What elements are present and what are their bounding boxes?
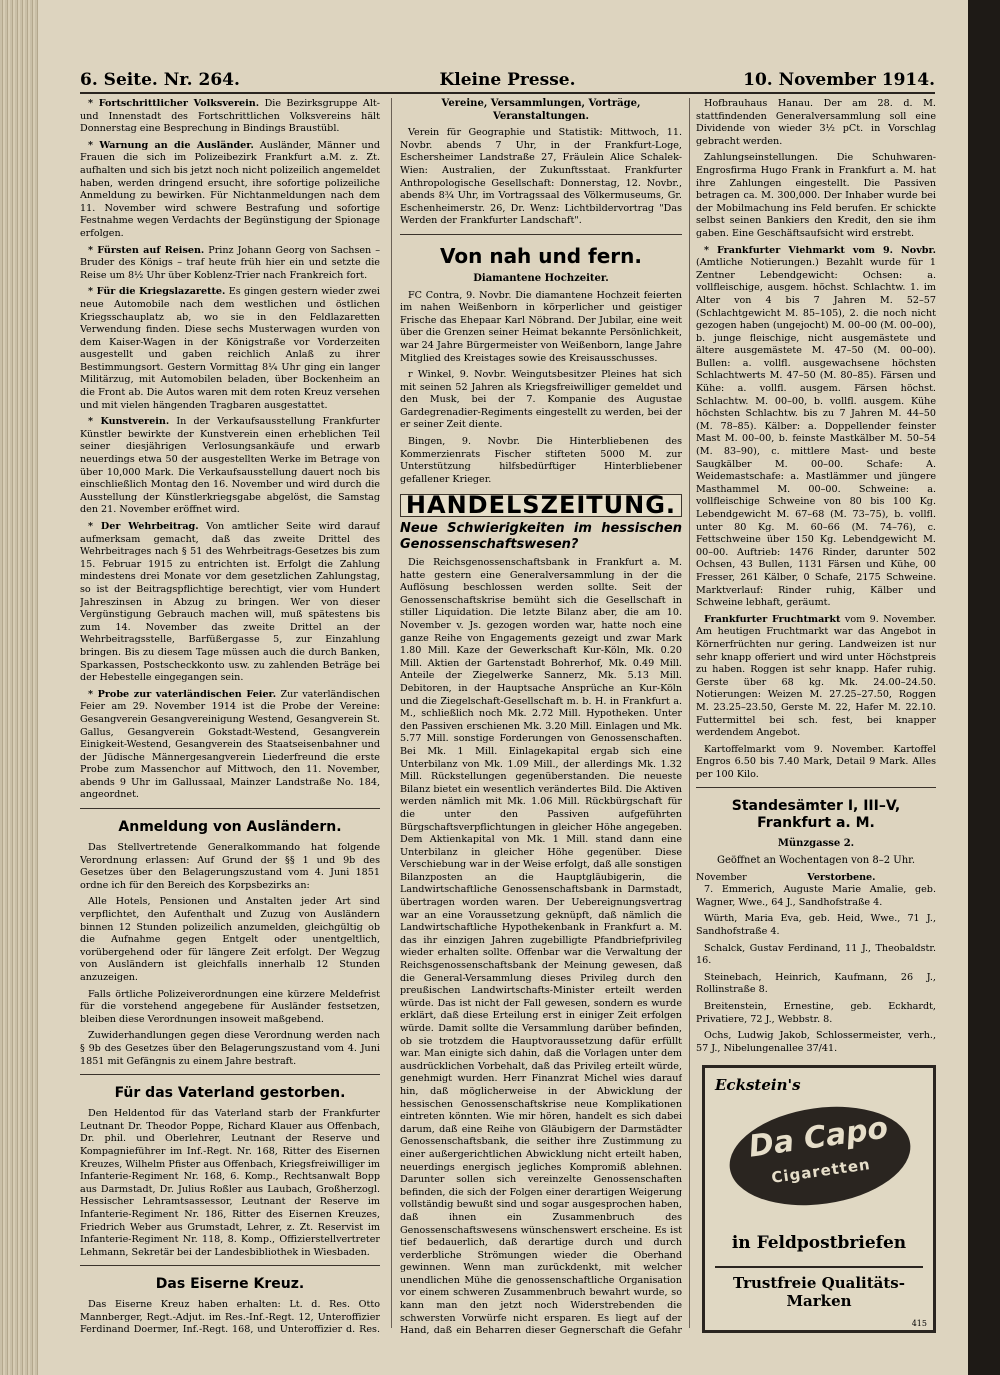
viehmarkt-title: * Frankfurter Viehmarkt vom 9. Novbr.: [704, 244, 936, 256]
news-item: [80, 689, 380, 802]
news-item-title: * Probe zur vaterländischen Feier.: [88, 688, 277, 700]
news-item-text: Prinz Johann Georg von Sachsen – Bruder des Königs – traf heute früh hier ein und setzte die Reise um 8½ Uhr über Koblenz-Trier nach Frankreich fort.: [80, 244, 380, 281]
kreuz-paragraph: Das Eiserne Kreuz haben erhalten: Lt. d. Res. Otto Mannberger, Regt.-Adjut. im Res.-Inf.-Regt. 12, Unteroffizier Ferdinand Doermer, Inf.-Regt. 168, und Unteroffizier d. Res.: [80, 1299, 380, 1336]
genossen-heading: Neue Schwierigkeiten im hessischen Genossenschaftswesen?: [400, 521, 682, 553]
kartoffelmarkt-paragraph: Kartoffelmarkt vom 9. November. Kartoffel Engros 6.50 bis 7.40 Mark, Detail 9 Mark. Alles per 100 Kilo.: [696, 743, 936, 780]
vaterland-paragraph: Den Heldentod für das Vaterland starb der Frankfurter Leutnant Dr. Theodor Poppe, Richard Klauer aus Offenbach, Dr. phil. und Oberlehrer, Leutnant der Reserve und Kompagnieführer im Inf.-Regt. Nr. 168, Ritter des Eisernen Kreuzes, Wilhelm Pfister aus Offenbach, Kriegsfreiwilliger im Infanterie-Regiment Nr. 168, 6. Komp., Rechtsanwalt Bopp aus Darmstadt, Dr. Julius Roßler aus Laubach, Großherzogl. Hessischer Lehramtsassessor, Leutnant der Reserve im Infanterie-Regiment Nr. 186, Ritter des Eisernen Kreuzes, Friedrich Weber aus Grumstadt, Lehrer, z. Zt. Reservist im Infanterie-Regiment Nr. 118, 8. Komp., Offizierstellvertreter Lehmann, Sekretär bei der Landesbibliothek in Wiesbaden.: [80, 1108, 380, 1258]
section-rule: [80, 808, 380, 809]
ad-brand: Eckstein's: [715, 1076, 801, 1094]
standesamt-heading: Standesämter I, III–V, Frankfurt a. M.: [731, 798, 901, 832]
kreuz-heading: Das Eiserne Kreuz.: [155, 1276, 305, 1293]
news-item-text: Es gingen gestern wieder zwei neue Automobile nach dem westlichen und östlichen Kriegsschauplatz ab, wo sie in den Feldlazaretten Verwendung finden. Diese sechs Musterwagen wurden von dem Kaiser-Wagen in der Königstraße vor Vorderzeiten ausgestellt und gaben reichlich Anlaß zu ihrer Bestimmungsort. Gestern Vormittag 8¼ Uhr ging ein langer Militärzug, mit Automobilen beladen, über Bockenheim an die Front ab. Die Autos waren mit dem roten Kreuz versehen und mit vielen hängenden Tragbaren ausgestattet.: [80, 286, 380, 411]
ad-product-sub: Cigaretten: [770, 1155, 872, 1187]
standesamt-address: Münzgasse 2.: [777, 838, 855, 850]
von-nah-und-fern-heading: Von nah und fern.: [440, 243, 642, 268]
news-item: [80, 521, 380, 685]
zahlung-paragraph: Zahlungseinstellungen. Die Schuhwaren-Engrosfirma Hugo Frank in Frankfurt a. M. hat ihre Zahlungen eingestellt. Die Passiven betragen ca. M. 300,000. Der Inhaber wurde bei der Mobilmachung ins Feld berufen. Er schickte selbst seinen Bankiers den Kredit, den sie ihm gaben. Eine Geschäftsaufsicht wird erstrebt.: [696, 152, 936, 239]
anmeldung-paragraph: Alle Hotels, Pensionen und Anstalten jeder Art sind verpflichtet, den Aufenthalt und Zuzug von Ausländern binnen 12 Stunden polizeilich anzumelden, gleichgültig ob die Aufnahme gegen Entgelt oder unentgeltlich, vorübergehend oder für längere Zeit erfolgt. Der Wegzug von Ausländern ist gleichfalls innerhalb 12 Stunden anzuzeigen.: [80, 896, 380, 983]
dacapo-advertisement: [702, 1065, 936, 1333]
news-item-text: Von amtlicher Seite wird darauf aufmerksam gemacht, daß das zweite Drittel des Wehrbeitrages nach § 51 des Wehrbeitrags-Gesetzes bis zum 15. Februar 1915 zu entrichten ist. Erfolgt die Zahlung mindestens drei Monate vor dem gesetzlichen Zahlungstag, so ist der Beitragspflichtige berechtigt, vier vom Hundert Jahreszinsen in Abzug zu bringen. Wer von dieser Vergünstigung Gebrauch machen will, muß spätestens bis zum 14. November das zweite Drittel an der Wehrbeitragsstelle, Barfüßergasse 5, zur Einzahlung bringen. Bis zu diesem Tage müssen auch die durch Banken, Sparkassen, Postscheckkonto usw. zu zahlenden Beträge bei der Hebestelle eingegangen sein.: [80, 521, 380, 684]
anmeldung-heading: Anmeldung von Ausländern.: [118, 819, 342, 836]
column-divider: [391, 98, 392, 1328]
dark-margin: [968, 0, 1000, 1375]
section-rule: [696, 787, 936, 788]
diamant-paragraph: FC Contra, 9. Novbr. Die diamantene Hochzeit feierten im nahen Weißenborn in körperlicher und geistiger Frische das Ehepaar Karl Nöbrand. Der Jubilar, eine weit über die Grenzen seiner Heimat bekannte Persönlichkeit, war 24 Jahre Bürgermeister von Weißenborn, lange Jahre Mitglied des Kreistages sowie des Kreisausschusses.: [400, 289, 682, 364]
deaths-list: [696, 884, 936, 1058]
column-right: [696, 98, 936, 1058]
news-item: [80, 245, 380, 283]
book-page-edges: [0, 0, 38, 1375]
news-item-text: In der Verkaufsausstellung Frankfurter Künstler bewirkte der Kunstverein einen erheblichen Teil seiner diesjährigen Verlosungsankäufe und erwarb neuerdings etwa 50 der ausgestellten Werke im Betrage von über 10,000 Mark. Die Verkaufsausstellung dauert noch bis einschließlich Montag den 16. November und wird durch die Ausstellung der Künstlerkriegsgabe abgelöst, die Samstag den 21. November eröffnet wird.: [80, 416, 380, 516]
deaths-header: [696, 872, 936, 885]
anmeldung-paragraph: Falls örtliche Polizeiverordnungen eine kürzere Meldefrist für die vorstehend angegebene für Ausländer festsetzen, bleiben diese Verordnungen insoweit maßgebend.: [80, 988, 380, 1025]
ad-footnote: 415: [911, 1319, 927, 1328]
news-item: [80, 416, 380, 517]
vereine-heading: Vereine, Versammlungen, Vorträge, Veranstaltungen.: [441, 98, 641, 122]
news-item-text: Die Bezirksgruppe Alt- und Innenstadt des Fortschrittlichen Volksvereins hält Donnerstag eine Besprechung in Bindings Braustübl.: [80, 98, 380, 135]
column-left: [80, 98, 380, 1338]
handelszeitung-banner: HANDELSZEITUNG.: [400, 494, 682, 517]
anmeldung-paragraph: Das Stellvertretende Generalkommando hat folgende Verordnung erlassen: Auf Grund der §§ 1 und 9b des Gesetzes über den Belagerungszustand vom 4. Juni 1851 ordne ich für den Bereich des Korpsbezirks an:: [80, 842, 380, 891]
viehmarkt-paragraph: [696, 245, 936, 610]
deaths-label: Verstorbene.: [807, 871, 876, 883]
winkel-paragraph: r Winkel, 9. Novbr. Weingutsbesitzer Pleines hat sich mit seinen 52 Jahren als Kriegsfreiwilliger gemeldet und den Musk, bei der 7. Kompanie des Augustae Gardegrenadier-Regiments eingestellt zu werden, bei der er seiner Zeit diente.: [400, 369, 682, 431]
anmeldung-paragraph: Zuwiderhandlungen gegen diese Verordnung werden nach § 9b des Gesetzes über den Belagerungszustand vom 4. Juni 1851 mit Gefängnis zu einem Jahre bestraft.: [80, 1030, 380, 1067]
header-page-number: 6. Seite. Nr. 264.: [80, 70, 240, 90]
standesamt-hours: Geöffnet an Wochentagen von 8–2 Uhr.: [716, 855, 916, 867]
ad-product-name: Da Capo: [746, 1110, 891, 1165]
list-item: 7. Emmerich, Auguste Marie Amalie, geb. Wagner, Wwe., 64 J., Sandhofstraße 4.: [696, 884, 936, 908]
header-rule: [80, 92, 935, 94]
bingen-paragraph: Bingen, 9. Novbr. Die Hinterbliebenen des Kommerzienrats Fischer stifteten 5000 M. zur Unterstützung hilfsbedürftiger Hinterbliebener gefallener Krieger.: [400, 436, 682, 485]
diamant-subheading: Diamantene Hochzeiter.: [473, 272, 609, 284]
news-item: [80, 98, 380, 136]
ad-tagline: in Feldpostbriefen: [731, 1233, 907, 1253]
news-item-title: * Fürsten auf Reisen.: [88, 244, 205, 256]
section-rule: [80, 1074, 380, 1075]
vaterland-heading: Für das Vaterland gestorben.: [114, 1085, 346, 1102]
fruchtmarkt-paragraph: [696, 614, 936, 740]
news-item-title: * Der Wehrbeitrag.: [88, 521, 199, 532]
column-middle: [400, 98, 682, 1338]
list-item: Steinebach, Heinrich, Kaufmann, 26 J., Rollinstraße 8.: [696, 971, 936, 996]
ad-slogan: Trustfreie Qualitäts-Marken: [715, 1266, 923, 1310]
hofbrau-paragraph: Hofbrauhaus Hanau. Der am 28. d. M. stattfindenden Generalversammlung soll eine Dividende von wieder 3½ pCt. in Vorschlag gebracht werden.: [696, 98, 936, 147]
news-item-title: * Warnung an die Ausländer.: [88, 139, 254, 151]
header-date: 10. November 1914.: [743, 70, 935, 90]
news-item-title: * Fortschrittlicher Volksverein.: [88, 98, 260, 109]
list-item: Ochs, Ludwig Jakob, Schlossermeister, verh., 57 J., Nibelungenallee 37/41.: [696, 1030, 936, 1054]
section-rule: [80, 1265, 380, 1266]
news-item-text: Ausländer, Männer und Frauen die sich im Polizeibezirk Frankfurt a.M. z. Zt. aufhalten und sich bis jetzt noch nicht polizeilich angemeldet haben, werden dringend ersucht, ihre sofortige polizeiliche Anmeldung zu bewirken. Für Nichtanmeldungen nach dem 11. November wird schwere Bestrafung und sofortige Festnahme wegen Verdachts der Begünstigung der Spionage erfolgen.: [80, 139, 380, 239]
list-item: Breitenstein, Ernestine, geb. Eckhardt, Privatiere, 72 J., Webbstr. 8.: [696, 1001, 936, 1025]
list-item: Würth, Maria Eva, geb. Heid, Wwe., 71 J., Sandhofstraße 4.: [696, 913, 936, 938]
news-item-title: * Für die Kriegslazarette.: [88, 286, 226, 298]
fruchtmarkt-text: vom 9. November. Am heutigen Fruchtmarkt war das Angebot in Körnerfrüchten nur gering. Landweizen ist nur sehr knapp offeriert und wird unter Höchstpreis zu haben. Roggen ist sehr knapp. Hafer ruhig. Gerste über 68 kg. Mk. 24.00–24.50. Notierungen: Weizen M. 27.25–27.50, Roggen M. 23.25–23.50, Gerste M. 22, Hafer M. 22.10. Futtermittel bei sch. fest, bei knapper werdendem Angebot.: [696, 613, 936, 739]
news-item-text: Zur vaterländischen Feier am 29. November 1914 ist die Probe der Vereine: Gesangverein Gesangvereinigung Westend, Gesangverein St. Gallus, Gesangverein Gokstadt-Westend, Gesangverein Einigkeit-Westend, Gesangverein des Staatseisenbahner und der Jüdische Männergesangverein Liederfreund die erste Probe zum Massenchor auf Mittwoch, den 11. November, abends 9 Uhr im Gallussaal, Mainzer Landstraße No. 184, angeordnet.: [80, 688, 380, 801]
news-item-title: * Kunstverein.: [88, 416, 170, 428]
vereine-paragraph: Verein für Geographie und Statistik: Mittwoch, 11. Novbr. abends 7 Uhr, in der Frankfurt-Loge, Eschersheimer Landstraße 27, Fräulein Alice Schalek-Wien: Australien, der Zukunftsstaat. Frankfurter Anthropologische Gesellschaft: Donnerstag, 12. Novbr., abends 8¾ Uhr, im Vortragssaal des Völkermuseums, Gr. Eschenheimerstr. 26, Dr. Wenz: Lichtbildervortrag "Das Werden der Frankfurter Landschaft".: [400, 127, 682, 227]
news-item: [80, 140, 380, 241]
list-item: Schalck, Gustav Ferdinand, 11 J., Theobaldstr. 16.: [696, 942, 936, 967]
genossen-paragraph: Die Reichsgenossenschaftsbank in Frankfurt a. M. hatte gestern eine Generalversammlung in der die Auflösung beschlossen werden sollte. Seit der Genossenschaftskrise bemüht sich die Gesellschaft in stiller Liquidation. Die letzte Bilanz aber, die am 10. November v. Js. gezogen worden war, hatte noch eine ganze Reihe von Engagements gezeigt und zwar Mark 1.80 Mill. Kaze der Gewerkschaft Kur-Köln, Mk. 0.20 Mill. Aktien der Gartenstadt Bohrerhof, Mk. 0.49 Mill. Anteile der Ziegelwerke Sannerz, Mk. 5.13 Mill. Debitoren, in der Hauptsache Ansprüche an Kur-Köln und die Ziegelschaft-Gesellschaft m. b. H. in Frankfurt a. M., schließlich noch Mk. 2.72 Mill. Hypotheken. Unter den Passiven erschienen Mk. 3.20 Mill. Einlagen und Mk. 5.77 Mill. sonstige Forderungen von Genossenschaften. Bei Mk. 1 Mill. Einlagekapital ergab sich eine Unterbilanz von Mk. 1.09 Mill., der allerdings Mk. 1.32 Mill. Rückstellungen gegenüberstanden. Die neueste Bilanz bietet ein wesentlich verändertes Bild. Die Aktiven werden nämlich mit Mk. 1.06 Mill. Rückbürgschaft für die unter den Passiven aufgeführten Bürgschaftsverpflichtungen in gleicher Höhe angegeben. Dem Aktienkapital von Mk. 1 Mill. stand dann eine Unterbilanz in gleicher Höhe gegenüber. Diese Verschiebung war in der Weise erfolgt, daß alle sonstigen Bilanzposten an die Hauptgläubigerin, die Landwirtschaftliche Genossenschaftsbank in Darmstadt, übertragen worden waren. Der Uebereignungsvertrag war an eine Voraussetzung geknüpft, daß nämlich die Landwirtschaftliche Hypothekenbank in Frankfurt a. M. das ihr einzigen Jahren zugebilligte Pfandbriefprivileg wieder erhalten sollte. Offenbar war die Verwaltung der Reichsgenossenschaftsbank der Meinung gewesen, daß die General-Versammlung dieses Privileg durch den preußischen Landwirtschafts-Minister erteilt werden würde. Das ist nicht der Fall gewesen, sondern es wurde erklärt, daß diese Erteilung erst in einiger Zeit erfolgen würde. Damit sollte die Versammlung darüber befinden, ob sie trotzdem die Hauptvoraussetzung dafür erfüllt war. Man einigte sich dahin, daß die Vorlagen unter dem ausdrücklichen Vorbehalt, daß das Privileg erteilt würde, genehmigt wurden. Herr Finanzrat Michel wies darauf hin, daß möglicherweise in der Abwicklung der hessischen Genossenschaftskrise neue Komplikationen eintreten könnten. Wie mir hören, handelt es sich dabei darum, daß eine Reihe von Gläubigern der Darmstädter Genossenschaftsbank, die seither ihre Zustimmung zu einer außergerichtlichen Abwicklung nicht erteilt haben, neuerdings energisch jegliches Kompromiß ablehnen. Darunter sollen sich vereinzelte Genossenschaften befinden, die sich der Folgen einer derartigen Weigerung vollständig bewußt sind und sogar ausgesprochen haben, daß ihnen ein Zusammenbruch des Genossenschaftswesens wünschenswert erscheine. Es ist tief bedauerlich, daß derartige durch und durch verderbliche Strömungen wieder die Oberhand gewinnen. Wenn man zurückdenkt, mit welcher unendlichen Mühe die genossenschaftliche Organisation vor einem schweren Zusammenbruch bewahrt wurde, so kann man den jetzt noch Widerstrebenden die schwersten Vorwürfe nicht ersparen. Es liegt auf der Hand, daß ein Beharren dieser Gegnerschaft die Gefahr: [400, 557, 682, 1337]
news-item: [80, 286, 380, 412]
header-masthead: Kleine Presse.: [439, 70, 576, 90]
deaths-month: November: [696, 871, 747, 883]
column-divider: [689, 98, 690, 1328]
ad-logo-oval: [723, 1096, 917, 1216]
fruchtmarkt-title: Frankfurter Fruchtmarkt: [704, 613, 841, 625]
section-rule: [400, 234, 682, 235]
page-header: [80, 70, 935, 94]
local-news-list: [80, 98, 380, 802]
viehmarkt-text: (Amtliche Notierungen.) Bezahlt wurde für 1 Zentner Lebendgewicht: Ochsen: a. vollfleischige, ausgem. höchst. Schlachtw. 1. im Alter von 4 bis 7 Jahren M. 52–57 (Schlachtgewicht M. 85–105), 2. die noch nicht gezogen haben (ungejocht) M. 00–00 (M. 00–00), b. junge fleischige, nicht ausgemästete und ältere ausgemästete M. 47–50 (M. 00–00). Bullen: a. vollfl. ausgewachsene höchsten Schlachtwerts M. 47–50 (M. 80–85). Färsen und Kühe: a. vollfl. ausgem. Färsen höchst. Schlachtw. M. 00–00, b. vollfl. ausgem. Kühe höchsten Schlachtw. bis zu 7 Jahren M. 44–50 (M. 78–85). Kälber: a. Doppellender feinster Mast M. 00–00, b. feinste Mastkälber M. 50–54 (M. 83–90), c. mittlere Mast- und beste Saugkälber M. 00–00. Schafe: A. Weidemastschafe: a. Mastlämmer und jüngere Masthammel M. 00–00. Schweine: a. vollfleischige Schweine von 80 bis 100 Kg. Lebendgewicht M. 67–68 (M. 73–75), b. vollfl. unter 80 Kg. M. 60–66 (M. 74–76), c. Fettschweine über 150 Kg. Lebendgewicht M. 00–00. Auftrieb: 1476 Rinder, darunter 502 Ochsen, 43 Bullen, 1131 Färsen und Kühe, 00 Fresser, 261 Kälber, 0 Schafe, 2175 Schweine. Marktverlauf: Rinder ruhig, Kälber und Schweine lebhaft, geräumt.: [696, 257, 936, 609]
